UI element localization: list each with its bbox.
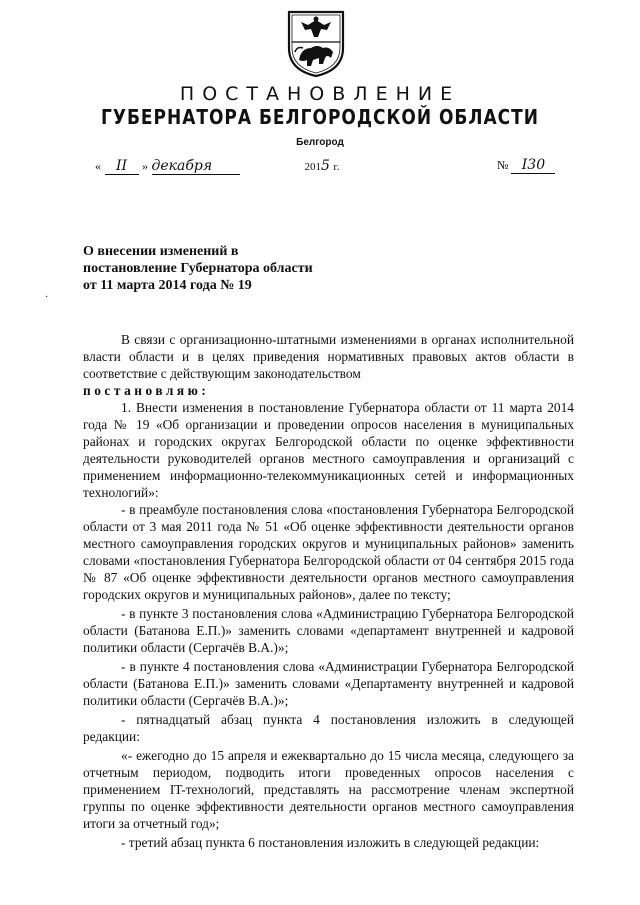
coat-of-arms-emblem: [283, 8, 349, 78]
date-day: II: [105, 159, 139, 175]
subject-line: от 11 марта 2014 года № 19: [83, 278, 252, 293]
bullet-paragraph-item-6: - третий абзац пункта 6 постановления изложить в следующей редакции:: [121, 835, 540, 850]
quoted-new-text: «- ежегодно до 15 апреля и ежеквартально до 15 числа месяца, следующего за отчетным периодом, подводить итоги проведенных опросов населения с применением IT-технологий, представлять на рассмотрение членам экспертной группы по оценке эффективности деятельности органов местного самоуправления итоги за отчетный год»;: [83, 748, 574, 831]
resolve-word: постановляю:: [83, 383, 210, 398]
document-number: [497, 158, 555, 174]
date-open-quote: «: [95, 159, 101, 173]
date-close-quote: »: [142, 159, 148, 173]
date-year-suffix: г.: [333, 161, 340, 173]
number-value: I30: [511, 158, 555, 174]
bullet-paragraph-preamble: - в преамбуле постановления слова «постановления Губернатора Белгородской области от 3 мая 2011 года № 51 «Об оценке эффективности деятельности органов местного самоуправления городских округов и муниципальных районов» заменить словами «постановления Губернатора Белгородской области от 04 сентября 2015 года № 87 «Об оценке эффективности деятельности органов местного самоуправления городских округов и муниципальных районов», далее по тексту;: [83, 502, 574, 602]
issuer-title: ГУБЕРНАТОРА БЕЛГОРОДСКОЙ ОБЛАСТИ: [101, 106, 539, 130]
number-label: №: [497, 158, 509, 172]
subject-line: постановление Губернатора области: [83, 261, 313, 276]
date-year-digit: 5: [321, 158, 330, 174]
document-body: [83, 331, 574, 851]
date-year-prefix: 201: [304, 161, 321, 173]
city-label: Белгород: [296, 137, 344, 148]
bullet-paragraph-item-4: - в пункте 4 постановления слова «Администрации Губернатора Белгородской области (Батанова Е.П.)» заменить словами «Департаменту внутренней и кадровой политики области (Сергачёв В.А.)»;: [83, 659, 574, 708]
document-type-title: ПОСТАНОВЛЕНИЕ: [179, 83, 461, 105]
document-date: [95, 158, 339, 175]
margin-mark: ·: [45, 292, 49, 303]
bullet-paragraph-item-3: - в пункте 3 постановления слова «Администрацию Губернатора Белгородской области (Батанова Е.П.)» заменить словами «департамент внутренней и кадровой политики области (Сергачёв В.А.)»;: [83, 606, 574, 655]
subject-line: О внесении изменений в: [83, 244, 239, 259]
bullet-paragraph-abzac-15: - пятнадцатый абзац пункта 4 постановления изложить в следующей редакции:: [83, 712, 574, 744]
date-month: декабря: [152, 159, 240, 175]
document-subject: [83, 243, 423, 294]
item-1-paragraph: 1. Внести изменения в постановление Губернатора области от 11 марта 2014 года № 19 «Об организации и проведении опросов населения в муниципальных районах и городских округах Белгородской области по оценке эффективности деятельности руководителей органов местного самоуправления и организаций с применением информационно-телекоммуникационных сетей и информационных технологий»:: [83, 400, 574, 500]
preamble-paragraph: В связи с организационно-штатными изменениями в органах исполнительной власти области и в целях приведения нормативных правовых актов области в соответствие с действующим законодательством: [83, 332, 574, 381]
